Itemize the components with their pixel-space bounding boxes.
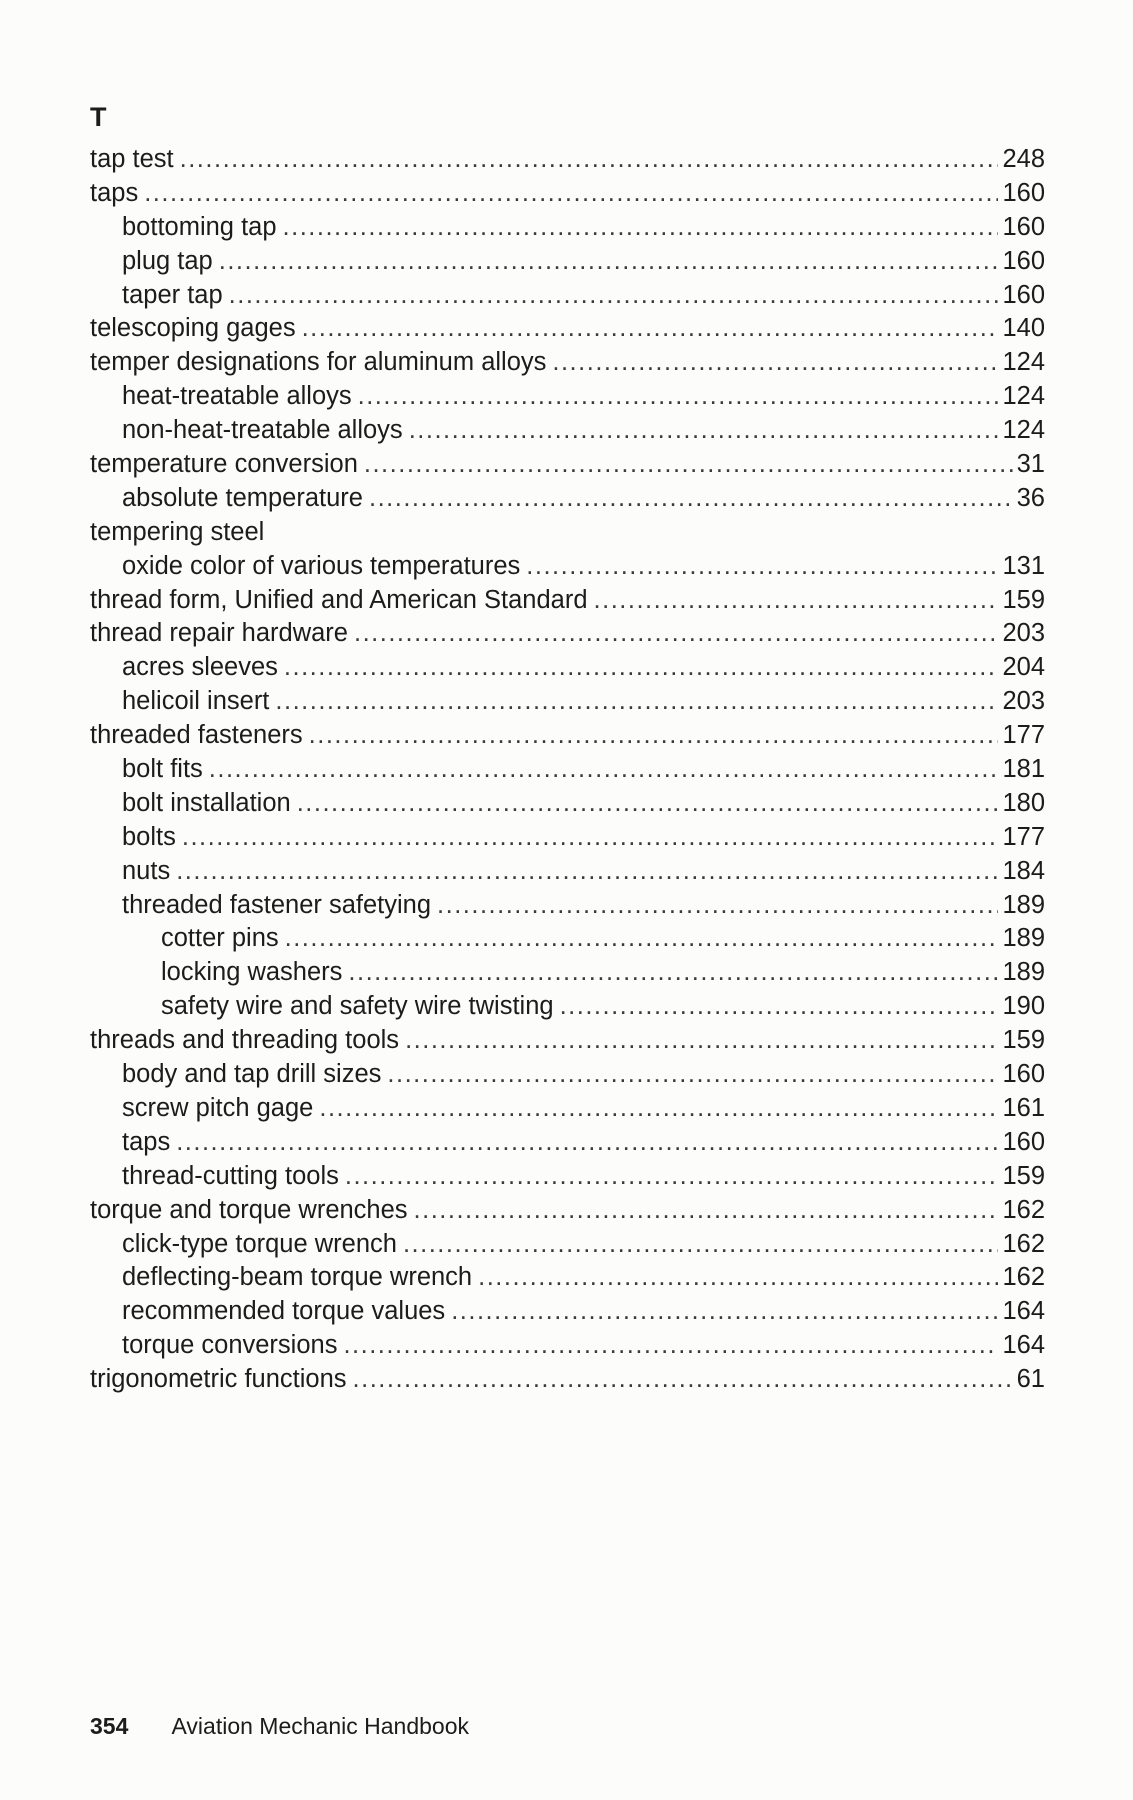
index-subentry: [90, 1295, 1045, 1329]
dot-leader: [451, 1295, 998, 1329]
dot-leader: [437, 889, 998, 923]
dot-leader: [176, 855, 998, 889]
page-reference: 160: [1002, 1060, 1045, 1089]
page-reference: 177: [1002, 822, 1045, 851]
index-subentry: [90, 855, 1045, 889]
index-subentry: [90, 1261, 1045, 1295]
dot-leader: [284, 651, 999, 685]
page-reference: 140: [1002, 314, 1045, 343]
dot-leader: [275, 685, 998, 719]
index-term: temperature conversion: [90, 450, 358, 479]
index-term: taps: [122, 1127, 171, 1156]
index-term: bolt fits: [122, 755, 203, 784]
index-subentry: [90, 1126, 1045, 1160]
dot-leader: [560, 990, 999, 1024]
page-number: 354: [90, 1713, 129, 1739]
index-subentry: [90, 414, 1045, 448]
index-term: thread repair hardware: [90, 619, 348, 648]
dot-leader: [283, 211, 999, 245]
index-subentry: [90, 245, 1045, 279]
index-term: locking washers: [161, 958, 343, 987]
page-reference: 131: [1002, 551, 1045, 580]
page-reference: 124: [1002, 416, 1045, 445]
index-term: bolts: [122, 822, 176, 851]
page-reference: 189: [1002, 958, 1045, 987]
page-reference: 160: [1002, 280, 1045, 309]
dot-leader: [414, 1194, 999, 1228]
page-reference: 189: [1002, 890, 1045, 919]
index-term: thread form, Unified and American Standard: [90, 585, 588, 614]
page-reference: 177: [1002, 721, 1045, 750]
index-entry: [90, 1363, 1045, 1397]
dot-leader: [364, 448, 1013, 482]
page-footer: [90, 1711, 469, 1741]
index-subentry: [90, 1228, 1045, 1262]
dot-leader: [552, 346, 998, 380]
index-subsubentry: [90, 922, 1045, 956]
index-entry-heading: [90, 516, 1045, 550]
index-entry: [90, 1024, 1045, 1058]
page-reference: 203: [1002, 619, 1045, 648]
index-entry: [90, 312, 1045, 346]
index-entry: [90, 143, 1045, 177]
index-term: screw pitch gage: [122, 1093, 314, 1122]
page-reference: 184: [1002, 856, 1045, 885]
dot-leader: [297, 787, 999, 821]
index-list: [90, 143, 1045, 1397]
page-reference: 180: [1002, 788, 1045, 817]
page-reference: 160: [1002, 246, 1045, 275]
index-subentry: [90, 279, 1045, 313]
index-subentry: [90, 685, 1045, 719]
index-term: telescoping gages: [90, 314, 296, 343]
page-reference: 162: [1002, 1195, 1045, 1224]
dot-leader: [176, 1126, 998, 1160]
page-reference: 161: [1002, 1093, 1045, 1122]
dot-leader: [526, 550, 998, 584]
index-subentry: [90, 1058, 1045, 1092]
dot-leader: [309, 719, 999, 753]
index-term: taper tap: [122, 280, 223, 309]
index-subsubentry: [90, 956, 1045, 990]
index-subentry: [90, 380, 1045, 414]
page-reference: 160: [1002, 1127, 1045, 1156]
dot-leader: [345, 1160, 999, 1194]
index-subentry: [90, 550, 1045, 584]
index-subentry: [90, 787, 1045, 821]
dot-leader: [358, 380, 999, 414]
index-term: safety wire and safety wire twisting: [161, 992, 554, 1021]
index-term: tap test: [90, 145, 174, 173]
index-term: cotter pins: [161, 924, 279, 953]
page-reference: 164: [1002, 1331, 1045, 1360]
dot-leader: [343, 1329, 998, 1363]
index-section-letter: T: [90, 102, 107, 132]
dot-leader: [209, 753, 999, 787]
index-subentry: [90, 211, 1045, 245]
index-subentry: [90, 482, 1045, 516]
index-entry: [90, 177, 1045, 211]
page-reference: 159: [1002, 1026, 1045, 1055]
dot-leader: [387, 1058, 998, 1092]
index-term: taps: [90, 178, 139, 207]
page-reference: 159: [1002, 585, 1045, 614]
index-term: threaded fastener safetying: [122, 890, 432, 919]
dot-leader: [219, 245, 999, 279]
index-subentry: [90, 1329, 1045, 1363]
dot-leader: [409, 414, 999, 448]
page-reference: 159: [1002, 1161, 1045, 1190]
index-term: absolute temperature: [122, 483, 363, 512]
dot-leader: [354, 617, 998, 651]
index-term: torque and torque wrenches: [90, 1195, 408, 1224]
dot-leader: [180, 143, 999, 177]
index-term: torque conversions: [122, 1331, 338, 1360]
book-title: Aviation Mechanic Handbook: [171, 1713, 469, 1739]
dot-leader: [348, 956, 998, 990]
index-term: bolt installation: [122, 788, 291, 817]
page-reference: 189: [1002, 924, 1045, 953]
index-term: trigonometric functions: [90, 1365, 347, 1394]
dot-leader: [144, 177, 998, 211]
index-term: deflecting-beam torque wrench: [122, 1263, 473, 1292]
dot-leader: [319, 1092, 998, 1126]
index-term: heat-treatable alloys: [122, 382, 352, 411]
index-subentry: [90, 821, 1045, 855]
dot-leader: [405, 1024, 998, 1058]
index-entry: [90, 584, 1045, 618]
index-subentry: [90, 889, 1045, 923]
index-subentry: [90, 753, 1045, 787]
dot-leader: [302, 312, 999, 346]
page-reference: 204: [1002, 653, 1045, 682]
page-reference: 31: [1016, 450, 1045, 479]
index-term: thread-cutting tools: [122, 1161, 339, 1190]
page-reference: 124: [1002, 348, 1045, 377]
index-entry: [90, 719, 1045, 753]
dot-leader: [403, 1228, 999, 1262]
page-reference: 203: [1002, 687, 1045, 716]
dot-leader: [182, 821, 999, 855]
index-term: click-type torque wrench: [122, 1229, 397, 1258]
index-subentry: [90, 1092, 1045, 1126]
page-reference: 36: [1016, 483, 1045, 512]
index-term: oxide color of various temperatures: [122, 551, 521, 580]
page-reference: 181: [1002, 755, 1045, 784]
page-reference: 160: [1002, 178, 1045, 207]
page-reference: 124: [1002, 382, 1045, 411]
index-term: acres sleeves: [122, 653, 278, 682]
index-term: temper designations for aluminum alloys: [90, 348, 547, 377]
page-reference: 190: [1002, 992, 1045, 1021]
page-reference: 160: [1002, 212, 1045, 241]
page-reference: 164: [1002, 1297, 1045, 1326]
index-entry: [90, 346, 1045, 380]
dot-leader: [594, 584, 999, 618]
index-entry: [90, 1194, 1045, 1228]
dot-leader: [229, 279, 999, 313]
dot-leader: [285, 922, 999, 956]
page-reference: 162: [1002, 1263, 1045, 1292]
index-subentry: [90, 651, 1045, 685]
index-subsubentry: [90, 990, 1045, 1024]
index-term: recommended torque values: [122, 1297, 446, 1326]
index-term: non-heat-treatable alloys: [122, 416, 403, 445]
dot-leader: [478, 1261, 998, 1295]
dot-leader: [353, 1363, 1013, 1397]
index-term: threaded fasteners: [90, 721, 303, 750]
index-term: body and tap drill sizes: [122, 1060, 382, 1089]
page-reference: 162: [1002, 1229, 1045, 1258]
index-term: threads and threading tools: [90, 1026, 400, 1055]
index-term: nuts: [122, 856, 171, 885]
page-reference: 248: [1002, 145, 1045, 173]
page-reference: 61: [1016, 1365, 1045, 1394]
index-entry: [90, 617, 1045, 651]
index-subentry: [90, 1160, 1045, 1194]
index-term: plug tap: [122, 246, 213, 275]
index-term: bottoming tap: [122, 212, 277, 241]
index-term: tempering steel: [90, 517, 265, 546]
index-term: helicoil insert: [122, 687, 270, 716]
index-entry: [90, 448, 1045, 482]
dot-leader: [369, 482, 1013, 516]
